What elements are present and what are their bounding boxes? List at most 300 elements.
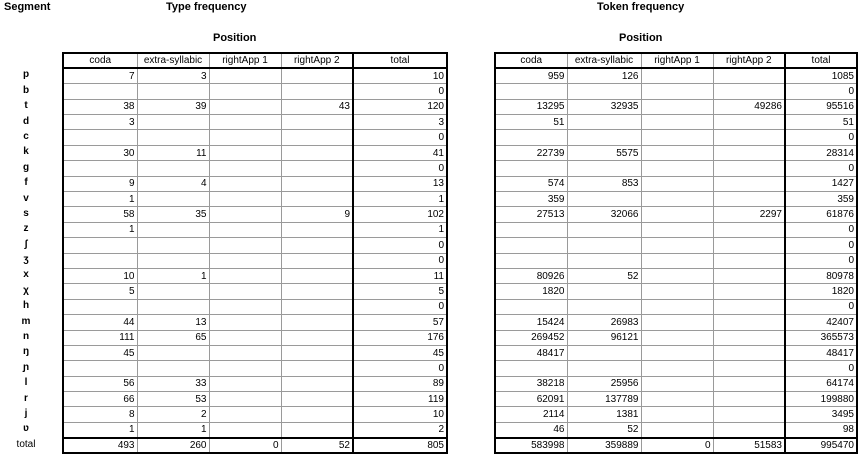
table-cell: 1085 xyxy=(785,68,857,83)
table-cell xyxy=(281,345,353,360)
table-cell xyxy=(281,222,353,237)
table-cell xyxy=(567,299,641,314)
table-cell: 0 xyxy=(785,222,857,237)
table-cell xyxy=(209,330,281,345)
table-cell xyxy=(713,68,785,83)
table-cell: 2297 xyxy=(713,207,785,222)
table-row xyxy=(495,422,857,437)
table-cell: 1427 xyxy=(785,176,857,191)
table-cell xyxy=(137,284,209,299)
table-cell xyxy=(209,176,281,191)
table-cell xyxy=(495,238,567,253)
table-cell xyxy=(281,161,353,176)
table-cell: 4 xyxy=(137,176,209,191)
column-header: total xyxy=(353,53,447,68)
table-row xyxy=(63,99,447,114)
segment-label: g xyxy=(22,161,30,173)
table-cell xyxy=(713,315,785,330)
table-cell xyxy=(641,68,713,83)
table-cell: 10 xyxy=(353,68,447,83)
table-cell: 2 xyxy=(137,407,209,422)
table-cell: 1 xyxy=(63,192,137,207)
table-cell: 583998 xyxy=(495,438,567,453)
table-cell: 0 xyxy=(353,161,447,176)
table-cell: 51 xyxy=(785,115,857,130)
table-cell: 0 xyxy=(785,361,857,376)
column-header: rightApp 1 xyxy=(641,53,713,68)
table-cell: 493 xyxy=(63,438,137,453)
table-cell: 3495 xyxy=(785,407,857,422)
table-cell: 48417 xyxy=(785,345,857,360)
column-header: coda xyxy=(63,53,137,68)
table-cell xyxy=(641,222,713,237)
segment-label: total xyxy=(16,438,36,450)
table-cell xyxy=(567,222,641,237)
table-row xyxy=(63,222,447,237)
table-cell xyxy=(281,361,353,376)
segment-label: χ xyxy=(23,284,29,296)
table-cell xyxy=(209,115,281,130)
table-cell: 1 xyxy=(137,422,209,437)
table-cell xyxy=(567,284,641,299)
table-cell: 9 xyxy=(281,207,353,222)
table-cell: 13295 xyxy=(495,99,567,114)
table-cell xyxy=(641,130,713,145)
table-cell xyxy=(281,115,353,130)
table-cell: 9 xyxy=(63,176,137,191)
table-cell: 30 xyxy=(63,145,137,160)
table-cell xyxy=(641,422,713,437)
type-position-header: Position xyxy=(213,32,257,44)
table-cell xyxy=(713,407,785,422)
table-cell: 269452 xyxy=(495,330,567,345)
table-cell xyxy=(137,161,209,176)
table-cell xyxy=(63,130,137,145)
table-cell: 25956 xyxy=(567,376,641,391)
table-cell xyxy=(641,192,713,207)
table-cell xyxy=(713,284,785,299)
table-cell: 62091 xyxy=(495,392,567,407)
table-cell xyxy=(567,345,641,360)
table-cell xyxy=(713,345,785,360)
table-cell xyxy=(713,145,785,160)
table-row xyxy=(63,207,447,222)
table-cell xyxy=(567,253,641,268)
table-cell xyxy=(641,376,713,391)
table-cell xyxy=(713,222,785,237)
table-cell xyxy=(281,422,353,437)
table-cell: 1820 xyxy=(785,284,857,299)
table-cell: 65 xyxy=(137,330,209,345)
table-cell xyxy=(713,192,785,207)
table-cell: 359889 xyxy=(567,438,641,453)
table-cell xyxy=(567,130,641,145)
table-cell: 3 xyxy=(353,115,447,130)
table-cell: 53 xyxy=(137,392,209,407)
table-cell: 7 xyxy=(63,68,137,83)
segment-label: ŋ xyxy=(22,346,30,358)
table-cell: 1381 xyxy=(567,407,641,422)
table-cell: 137789 xyxy=(567,392,641,407)
table-row xyxy=(63,361,447,376)
table-row xyxy=(495,238,857,253)
table-cell: 13 xyxy=(353,176,447,191)
type-frequency-table xyxy=(62,52,448,454)
table-cell xyxy=(209,407,281,422)
table-cell xyxy=(209,192,281,207)
table-row xyxy=(495,392,857,407)
table-row xyxy=(495,345,857,360)
table-cell: 44 xyxy=(63,315,137,330)
table-row xyxy=(63,84,447,99)
table-cell: 27513 xyxy=(495,207,567,222)
table-cell xyxy=(281,192,353,207)
table-cell xyxy=(641,145,713,160)
segment-label: x xyxy=(23,269,29,281)
table-row xyxy=(63,68,447,83)
table-cell: 57 xyxy=(353,315,447,330)
table-cell xyxy=(495,253,567,268)
table-cell: 64174 xyxy=(785,376,857,391)
segment-label: m xyxy=(21,315,31,327)
segment-label: ʒ xyxy=(23,254,29,266)
table-cell: 0 xyxy=(353,253,447,268)
table-cell xyxy=(567,161,641,176)
table-cell: 2114 xyxy=(495,407,567,422)
table-cell xyxy=(567,238,641,253)
table-cell xyxy=(713,376,785,391)
table-row xyxy=(63,315,447,330)
table-cell xyxy=(713,392,785,407)
segment-label: ɲ xyxy=(22,361,30,373)
table-cell xyxy=(137,192,209,207)
table-row xyxy=(495,192,857,207)
table-cell: 359 xyxy=(785,192,857,207)
table-cell xyxy=(281,284,353,299)
segment-label: v xyxy=(23,192,29,204)
segment-label: s xyxy=(23,207,29,219)
table-row xyxy=(63,145,447,160)
table-cell: 98 xyxy=(785,422,857,437)
table-row xyxy=(495,268,857,283)
segment-label: b xyxy=(22,84,30,96)
table-row xyxy=(495,299,857,314)
table-cell xyxy=(137,222,209,237)
table-cell: 26983 xyxy=(567,315,641,330)
table-cell xyxy=(63,84,137,99)
table-cell: 41 xyxy=(353,145,447,160)
table-cell: 1 xyxy=(353,222,447,237)
table-row xyxy=(495,176,857,191)
table-cell xyxy=(567,115,641,130)
table-row xyxy=(495,253,857,268)
table-row xyxy=(495,145,857,160)
table-cell xyxy=(281,176,353,191)
table-row xyxy=(495,68,857,83)
table-row xyxy=(495,99,857,114)
table-cell xyxy=(209,161,281,176)
table-cell: 8 xyxy=(63,407,137,422)
table-cell xyxy=(281,68,353,83)
segment-label: z xyxy=(23,223,29,235)
table-cell: 0 xyxy=(641,438,713,453)
table-cell xyxy=(713,176,785,191)
table-row xyxy=(63,176,447,191)
table-cell: 11 xyxy=(353,268,447,283)
table-cell xyxy=(281,299,353,314)
table-cell: 0 xyxy=(209,438,281,453)
table-cell: 1 xyxy=(63,422,137,437)
table-cell xyxy=(641,330,713,345)
table-cell: 0 xyxy=(353,130,447,145)
table-cell xyxy=(209,145,281,160)
token-header-row xyxy=(495,53,857,68)
table-cell xyxy=(281,238,353,253)
table-row xyxy=(63,115,447,130)
table-row xyxy=(495,407,857,422)
table-cell xyxy=(713,130,785,145)
table-cell xyxy=(641,392,713,407)
table-cell xyxy=(713,161,785,176)
table-cell: 0 xyxy=(353,299,447,314)
table-cell: 0 xyxy=(785,84,857,99)
table-cell: 32066 xyxy=(567,207,641,222)
table-cell: 199880 xyxy=(785,392,857,407)
table-cell: 45 xyxy=(63,345,137,360)
table-cell xyxy=(281,315,353,330)
table-row xyxy=(495,361,857,376)
table-cell xyxy=(209,238,281,253)
table-cell: 45 xyxy=(353,345,447,360)
table-cell: 1820 xyxy=(495,284,567,299)
table-cell: 80978 xyxy=(785,268,857,283)
table-row xyxy=(63,438,447,453)
table-row xyxy=(63,161,447,176)
segment-label: h xyxy=(22,300,30,312)
table-cell: 0 xyxy=(353,238,447,253)
table-row xyxy=(63,284,447,299)
table-cell: 995470 xyxy=(785,438,857,453)
table-cell xyxy=(281,407,353,422)
table-cell: 43 xyxy=(281,99,353,114)
table-cell xyxy=(495,161,567,176)
table-row xyxy=(495,376,857,391)
segment-label: c xyxy=(23,130,29,142)
table-cell xyxy=(567,192,641,207)
table-row xyxy=(63,407,447,422)
table-cell xyxy=(137,361,209,376)
table-cell xyxy=(137,253,209,268)
type-frequency-header: Type frequency xyxy=(166,1,247,13)
table-cell: 3 xyxy=(137,68,209,83)
table-row xyxy=(63,253,447,268)
table-cell: 260 xyxy=(137,438,209,453)
table-cell xyxy=(641,407,713,422)
column-header: extra-syllabic xyxy=(137,53,209,68)
table-cell xyxy=(641,361,713,376)
table-cell: 28314 xyxy=(785,145,857,160)
table-cell xyxy=(137,238,209,253)
table-cell xyxy=(641,284,713,299)
table-cell: 5 xyxy=(63,284,137,299)
table-cell: 1 xyxy=(137,268,209,283)
table-cell xyxy=(209,315,281,330)
table-row xyxy=(63,330,447,345)
table-cell: 96121 xyxy=(567,330,641,345)
table-cell: 1 xyxy=(63,222,137,237)
table-cell xyxy=(281,145,353,160)
table-cell: 11 xyxy=(137,145,209,160)
table-cell xyxy=(495,299,567,314)
table-cell xyxy=(281,392,353,407)
table-cell: 52 xyxy=(567,422,641,437)
table-cell: 120 xyxy=(353,99,447,114)
table-row xyxy=(495,222,857,237)
table-cell: 959 xyxy=(495,68,567,83)
table-cell xyxy=(209,345,281,360)
table-cell xyxy=(495,84,567,99)
table-cell xyxy=(641,315,713,330)
segment-label: ʃ xyxy=(24,238,28,250)
table-cell: 0 xyxy=(353,84,447,99)
table-cell: 56 xyxy=(63,376,137,391)
table-cell: 33 xyxy=(137,376,209,391)
table-cell xyxy=(495,361,567,376)
table-cell xyxy=(137,345,209,360)
table-row xyxy=(495,438,857,453)
table-cell xyxy=(641,345,713,360)
table-cell xyxy=(209,84,281,99)
segment-label: p xyxy=(22,69,30,81)
table-cell xyxy=(63,253,137,268)
segment-label: l xyxy=(24,377,28,389)
table-cell xyxy=(641,299,713,314)
table-cell: 0 xyxy=(785,130,857,145)
segment-header-spacer xyxy=(6,52,46,67)
table-cell: 1 xyxy=(353,192,447,207)
table-cell xyxy=(63,161,137,176)
column-header: rightApp 1 xyxy=(209,53,281,68)
table-cell: 0 xyxy=(785,238,857,253)
table-row xyxy=(495,161,857,176)
table-cell xyxy=(567,361,641,376)
table-cell: 574 xyxy=(495,176,567,191)
table-row xyxy=(63,268,447,283)
table-cell: 95516 xyxy=(785,99,857,114)
table-cell: 66 xyxy=(63,392,137,407)
table-cell: 359 xyxy=(495,192,567,207)
table-cell: 46 xyxy=(495,422,567,437)
table-cell xyxy=(641,99,713,114)
table-cell: 80926 xyxy=(495,268,567,283)
table-cell xyxy=(641,238,713,253)
table-cell xyxy=(63,238,137,253)
table-cell: 52 xyxy=(567,268,641,283)
table-cell xyxy=(209,361,281,376)
table-cell xyxy=(713,84,785,99)
token-frequency-table xyxy=(494,52,858,454)
table-cell xyxy=(209,207,281,222)
column-header: total xyxy=(785,53,857,68)
table-cell: 2 xyxy=(353,422,447,437)
table-cell: 48417 xyxy=(495,345,567,360)
table-cell xyxy=(137,115,209,130)
table-cell xyxy=(137,130,209,145)
table-cell: 39 xyxy=(137,99,209,114)
segment-header: Segment xyxy=(4,1,51,13)
table-cell: 3 xyxy=(63,115,137,130)
table-cell xyxy=(713,268,785,283)
table-cell: 42407 xyxy=(785,315,857,330)
table-cell xyxy=(63,361,137,376)
table-cell xyxy=(209,392,281,407)
table-cell: 35 xyxy=(137,207,209,222)
table-cell: 52 xyxy=(281,438,353,453)
table-cell: 0 xyxy=(785,299,857,314)
table-row xyxy=(63,345,447,360)
table-cell xyxy=(209,299,281,314)
table-cell: 0 xyxy=(353,361,447,376)
segment-label: t xyxy=(24,100,28,112)
table-cell xyxy=(209,422,281,437)
table-cell: 853 xyxy=(567,176,641,191)
table-cell: 51 xyxy=(495,115,567,130)
table-cell xyxy=(137,84,209,99)
type-header-row xyxy=(63,53,447,68)
segment-label: ʋ xyxy=(23,423,29,435)
table-cell xyxy=(63,299,137,314)
table-cell: 119 xyxy=(353,392,447,407)
column-header: extra-syllabic xyxy=(567,53,641,68)
table-cell: 10 xyxy=(63,268,137,283)
table-row xyxy=(63,130,447,145)
column-header: coda xyxy=(495,53,567,68)
table-cell xyxy=(137,299,209,314)
table-cell xyxy=(281,268,353,283)
table-row xyxy=(495,115,857,130)
table-row xyxy=(495,284,857,299)
table-cell xyxy=(209,99,281,114)
table-cell: 38218 xyxy=(495,376,567,391)
table-cell xyxy=(281,130,353,145)
table-cell xyxy=(281,253,353,268)
segment-label: j xyxy=(24,407,28,419)
segment-list xyxy=(6,52,46,452)
table-row xyxy=(495,315,857,330)
table-cell xyxy=(713,115,785,130)
table-row xyxy=(63,422,447,437)
table-row xyxy=(495,84,857,99)
table-cell: 126 xyxy=(567,68,641,83)
table-cell xyxy=(281,376,353,391)
table-row xyxy=(495,330,857,345)
table-row xyxy=(63,376,447,391)
table-cell: 176 xyxy=(353,330,447,345)
table-row xyxy=(63,238,447,253)
table-cell xyxy=(713,330,785,345)
table-cell xyxy=(713,238,785,253)
table-cell xyxy=(713,253,785,268)
table-cell: 13 xyxy=(137,315,209,330)
table-cell xyxy=(209,376,281,391)
table-cell: 10 xyxy=(353,407,447,422)
table-cell xyxy=(641,176,713,191)
table-cell xyxy=(641,161,713,176)
table-cell: 58 xyxy=(63,207,137,222)
segment-label: n xyxy=(22,331,30,343)
table-cell: 38 xyxy=(63,99,137,114)
table-row xyxy=(63,299,447,314)
